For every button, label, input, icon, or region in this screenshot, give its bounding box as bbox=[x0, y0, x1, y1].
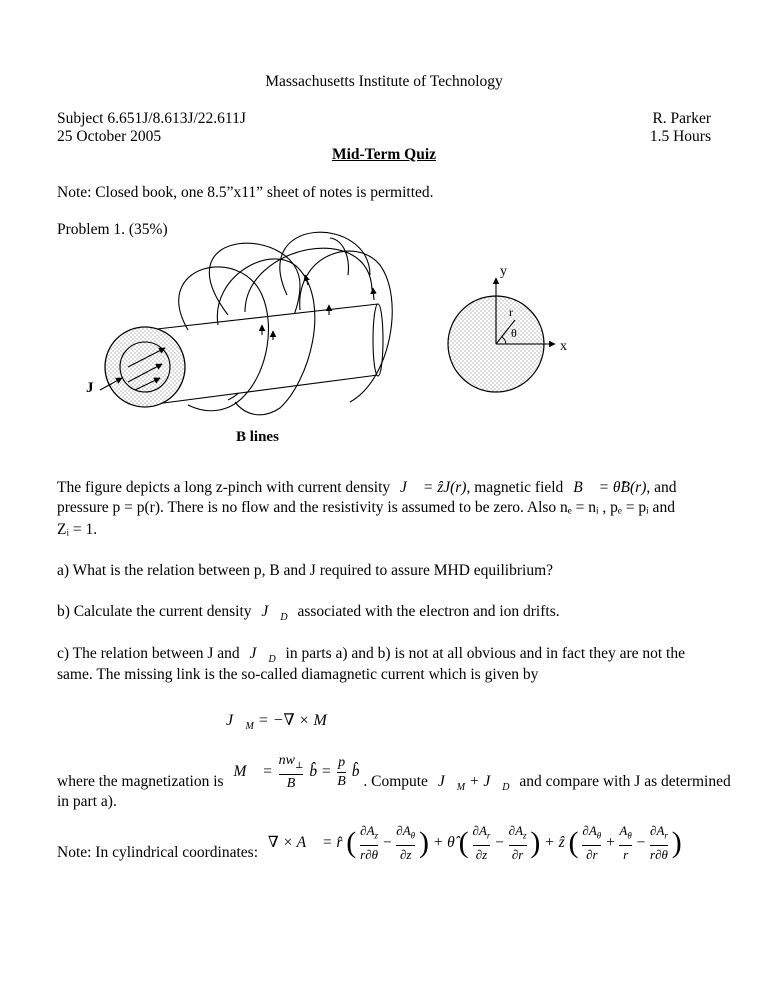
duration: 1.5 Hours bbox=[649, 128, 711, 145]
problem-heading: Problem 1. (35%) bbox=[57, 221, 168, 238]
part-c-line-1: c) The relation between J and $J⃗_D$ in parts a) and b) is not at all obvious and in fact they are not the bbox=[57, 645, 685, 666]
intro-text-3: , and bbox=[646, 479, 677, 496]
jd-symbol: $J⃗_D$ bbox=[261, 603, 288, 624]
b-lines-label: B lines bbox=[236, 429, 279, 445]
jm-equation: $J⃗_M$ = −∇ × M⃗ bbox=[226, 712, 340, 733]
cross-section-diagram bbox=[448, 264, 567, 392]
part-c-line-2: same. The missing link is the so-called diamagnetic current which is given by bbox=[57, 666, 539, 683]
subject: Subject 6.651J/8.613J/22.611J bbox=[57, 110, 246, 127]
curl-equation: ∇ × A⃗ = r̂ ( $\frac{\partial A_z}{r\partial\theta}$ − $\frac{\partial A_\theta}{\partial z}$ ) + θ̂ ( $\frac{\partial A_r}{\partial z}$ − $\frac{\partial A_z}{\partial r}$ ) + ẑ ( $\frac{\partial A_\theta}{\partial r}$ + $\frac{A_\theta}{r}$ − $\frac{\partial A_r}{r\partial\theta}$ ) bbox=[267, 823, 682, 862]
z-pinch-figure bbox=[0, 230, 768, 445]
cylinder-cross-section bbox=[105, 327, 185, 407]
page-title: Mid-Term Quiz bbox=[331, 146, 437, 163]
intro-line-2: pressure p = p(r). There is no flow and the resistivity is assumed to be zero. Also nₑ = nᵢ , pₑ = pᵢ and bbox=[57, 499, 675, 516]
r-label: r bbox=[509, 305, 513, 319]
magnetization-eq: M⃗ = $\frac{nw_\perp}{B}$ b̂ = $\frac{p}{B}$ b̂ bbox=[233, 753, 360, 791]
date: 25 October 2005 bbox=[57, 128, 162, 145]
intro-text-1: The figure depicts a long z-pinch with current density bbox=[57, 479, 391, 496]
intro-text-2: , magnetic field bbox=[466, 479, 564, 496]
in-part-a: in part a). bbox=[57, 793, 117, 810]
author: R. Parker bbox=[652, 110, 711, 127]
part-a: a) What is the relation between p, B and J required to assure MHD equilibrium? bbox=[57, 562, 554, 579]
theta-label: θ bbox=[511, 326, 517, 340]
magnetic-field-eq: B⃗ = θ̂B(r) bbox=[573, 479, 647, 496]
part-b: b) Calculate the current density $J⃗_D$ associated with the electron and ion drifts. bbox=[57, 603, 560, 624]
magnetization-line: where the magnetization is M⃗ = $\frac{nw_\perp}{B}$ b̂ = $\frac{p}{B}$ b̂ . Compute $J⃗_M$ + $J⃗_D$ and compare with J as determined bbox=[57, 753, 731, 794]
j-label: J bbox=[86, 380, 94, 396]
jm-plus-jd: $J⃗_M$ + $J⃗_D$ bbox=[437, 772, 510, 794]
intro-line-1 bbox=[57, 479, 677, 497]
x-axis-label: x bbox=[560, 339, 567, 354]
institution: Massachusetts Institute of Technology bbox=[265, 73, 503, 90]
current-density-eq: J⃗ = ẑJ(r) bbox=[400, 479, 467, 496]
y-axis-label: y bbox=[500, 264, 507, 279]
curl-note: Note: In cylindrical coordinates: ∇ × A⃗ = r̂ ( $\frac{\partial A_z}{r\partial\theta}$ − $\frac{\partial A_\theta}{\partial z}$ ) + θ̂ ( $\frac{\partial A_r}{\partial z}$ − $\frac{\partial A_z}{\partial r}$ ) + ẑ ( $\frac{\partial A_\theta}{\partial r}$ + $\frac{A_\theta}{r}$ − $\frac{\partial A_r}{r\partial\theta}$ ) bbox=[57, 823, 682, 862]
intro-line-3: Zᵢ = 1. bbox=[57, 521, 98, 538]
note: Note: Closed book, one 8.5”x11” sheet of notes is permitted. bbox=[57, 184, 434, 201]
cylinder bbox=[105, 304, 383, 407]
